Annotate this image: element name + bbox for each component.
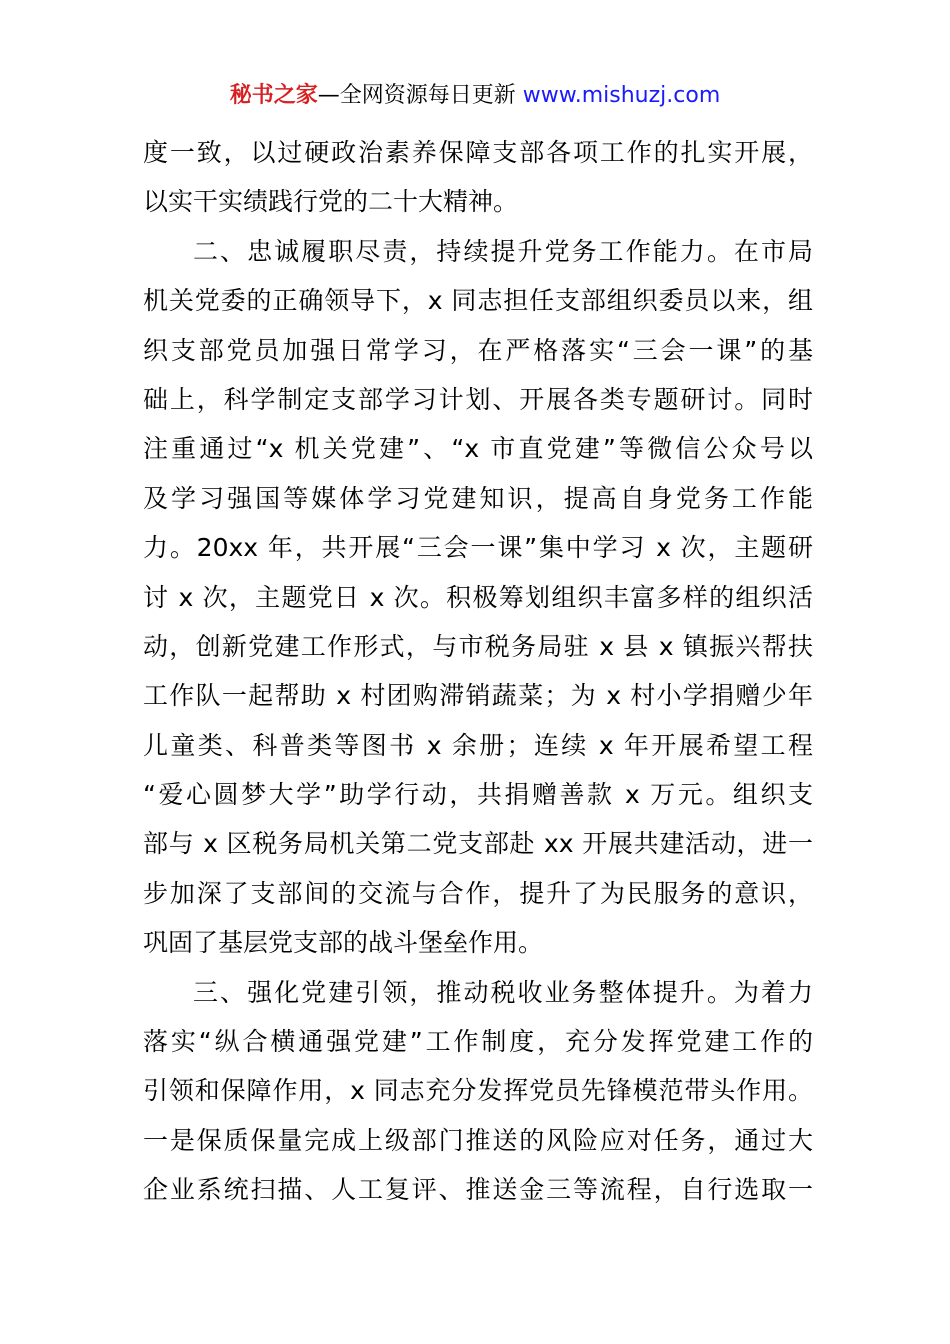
text-line: 工作队一起帮助 x 村团购滞销蔬菜；为 x 村小学捐赠少年 bbox=[143, 681, 813, 711]
paragraph-3 bbox=[143, 968, 813, 1215]
text-line: 机关党委的正确领导下，x 同志担任支部组织委员以来，组 bbox=[143, 286, 813, 316]
header-tagline: —全网资源每日更新 bbox=[317, 83, 516, 108]
text-line: 及学习强国等媒体学习党建知识，提高自身党务工作能 bbox=[143, 483, 813, 513]
text-line: 础上，科学制定支部学习计划、开展各类专题研讨。同时 bbox=[143, 384, 813, 414]
text-line: 引领和保障作用，x 同志充分发挥党员先锋模范带头作用。 bbox=[143, 1076, 813, 1106]
text-line: 儿童类、科普类等图书 x 余册；连续 x 年开展希望工程 bbox=[143, 730, 813, 760]
site-url-link[interactable]: www.mishuzj.com bbox=[522, 83, 721, 108]
paragraph-2 bbox=[143, 227, 813, 968]
paragraph-1 bbox=[143, 128, 813, 227]
brand-name: 秘书之家 bbox=[229, 83, 318, 108]
text-line: 一是保质保量完成上级部门推送的风险应对任务，通过大 bbox=[143, 1125, 813, 1155]
document-body bbox=[143, 128, 813, 1215]
text-line: 企业系统扫描、人工复评、推送金三等流程，自行选取一 bbox=[143, 1175, 813, 1205]
text-line: 巩固了基层党支部的战斗堡垒作用。 bbox=[143, 928, 544, 958]
text-line: 力。20xx 年，共开展“三会一课”集中学习 x 次，主题研 bbox=[143, 533, 813, 563]
text-line: 二、忠诚履职尽责，持续提升党务工作能力。在市局 bbox=[193, 236, 813, 266]
text-line: 织支部党员加强日常学习，在严格落实“三会一课”的基 bbox=[143, 335, 813, 365]
site-header bbox=[0, 80, 950, 112]
text-line: 动，创新党建工作形式，与市税务局驻 x 县 x 镇振兴帮扶 bbox=[143, 631, 813, 661]
text-line: 以实干实绩践行党的二十大精神。 bbox=[143, 187, 519, 217]
text-line: “爱心圆梦大学”助学行动，共捐赠善款 x 万元。组织支 bbox=[143, 780, 813, 810]
text-line: 三、强化党建引领，推动税收业务整体提升。为着力 bbox=[193, 977, 813, 1007]
text-line: 度一致，以过硬政治素养保障支部各项工作的扎实开展， bbox=[143, 138, 813, 167]
text-line: 部与 x 区税务局机关第二党支部赴 xx 开展共建活动，进一 bbox=[143, 829, 813, 859]
text-line: 落实“纵合横通强党建”工作制度，充分发挥党建工作的 bbox=[143, 1027, 813, 1057]
text-line: 步加深了支部间的交流与合作，提升了为民服务的意识， bbox=[143, 878, 813, 908]
text-line: 讨 x 次，主题党日 x 次。积极筹划组织丰富多样的组织活 bbox=[143, 582, 813, 612]
text-line: 注重通过“x 机关党建”、“x 市直党建”等微信公众号以 bbox=[143, 434, 813, 464]
